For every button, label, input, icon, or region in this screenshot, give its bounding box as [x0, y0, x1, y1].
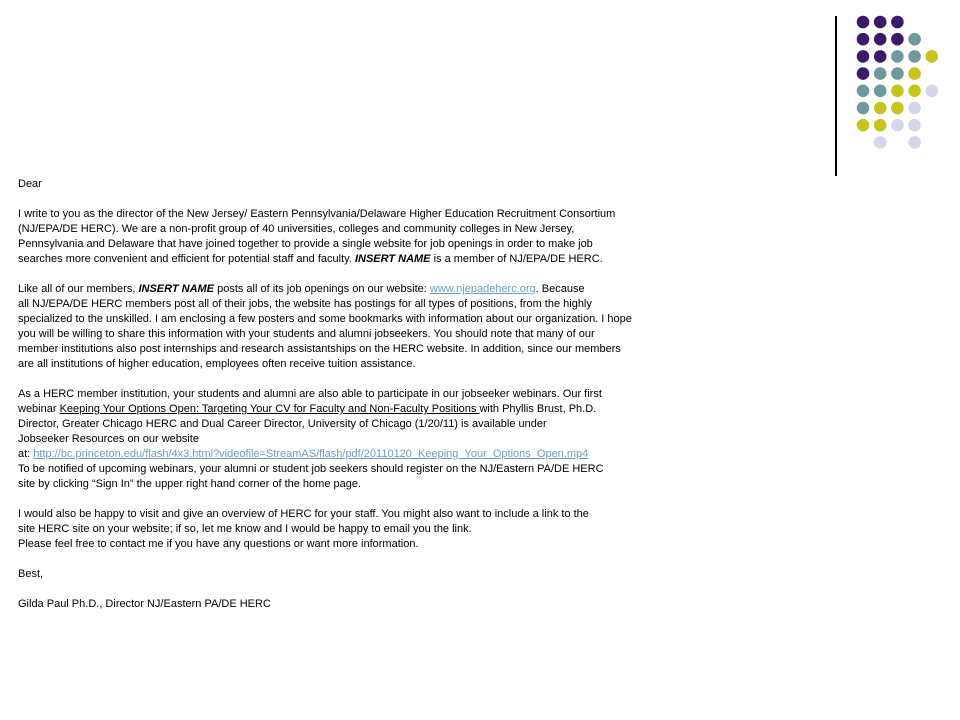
purple-dot	[874, 50, 887, 63]
yellow-dot	[857, 119, 870, 132]
lavender-dot	[908, 119, 921, 132]
teal-dot	[874, 67, 887, 80]
closing: Best,	[18, 568, 44, 580]
teal-dot	[908, 50, 921, 63]
decorative-dot-grid	[0, 0, 960, 180]
text-line: As a HERC member institution, your students and alumni are also able to participate in our jobseeker webinars. Our first	[18, 388, 602, 400]
teal-dot	[908, 33, 921, 46]
lavender-dot	[908, 136, 921, 149]
vertical-divider-line	[835, 16, 837, 176]
purple-dot	[874, 33, 887, 46]
paragraph-intro	[18, 207, 818, 267]
text-line	[18, 447, 818, 462]
text-line	[18, 402, 818, 417]
text-line: member institutions also post internships and research assistantships on the HERC website. In addition, since our members	[18, 343, 621, 355]
text-span: is a member of NJ/EPA/DE HERC.	[430, 253, 603, 265]
text-span: Like all of our members,	[18, 283, 139, 295]
text-span: webinar	[18, 403, 60, 415]
purple-dot	[891, 33, 904, 46]
text-span: posts all of its job openings on our website:	[214, 283, 430, 295]
website-link[interactable]: www.njepadeherc.org	[429, 283, 536, 295]
purple-dot	[891, 16, 904, 29]
blank-line	[18, 492, 818, 507]
paragraph-visit	[18, 507, 818, 552]
letter-body	[18, 177, 818, 612]
paragraph-members	[18, 282, 818, 372]
text-line: To be notified of upcoming webinars, your alumni or student job seekers should register on the NJ/Eastern PA/DE HERC	[18, 463, 604, 475]
text-span: with Phyllis Brust, Ph.D.	[479, 403, 597, 415]
purple-dot	[857, 67, 870, 80]
yellow-dot	[908, 67, 921, 80]
text-line: all NJ/EPA/DE HERC members post all of their jobs, the website has postings for all types of positions, from the highly	[18, 298, 592, 310]
yellow-dot	[908, 85, 921, 98]
text-line: are all institutions of higher education, employees often receive tuition assistance.	[18, 358, 416, 370]
salutation: Dear	[18, 178, 42, 190]
yellow-dot	[891, 85, 904, 98]
text-line: Jobseeker Resources on our website	[18, 433, 199, 445]
text-line: you will be willing to share this information with your students and alumni jobseekers. You should note that many of our	[18, 328, 595, 340]
text-span: . Because	[535, 283, 585, 295]
teal-dot	[891, 50, 904, 63]
text-line: Please feel free to contact me if you have any questions or want more information.	[18, 538, 419, 550]
blank-line	[18, 372, 818, 387]
text-line	[18, 282, 818, 297]
lavender-dot	[874, 136, 887, 149]
purple-dot	[857, 16, 870, 29]
purple-dot	[857, 50, 870, 63]
text-line: Pennsylvania and Delaware that have joined together to provide a single website for job openings in order to make job	[18, 238, 593, 250]
signature: Gilda Paul Ph.D., Director NJ/Eastern PA/DE HERC	[18, 598, 271, 610]
yellow-dot	[874, 119, 887, 132]
lavender-dot	[926, 85, 939, 98]
teal-dot	[857, 102, 870, 115]
blank-line	[18, 582, 818, 597]
text-line: specialized to the unskilled. I am enclosing a few posters and some bookmarks with information about our organization. I hope	[18, 313, 632, 325]
paragraph-webinars	[18, 387, 818, 492]
text-span: searches more convenient and efficient for potential staff and faculty.	[18, 253, 355, 265]
lavender-dot	[908, 102, 921, 115]
text-line: I would also be happy to visit and give an overview of HERC for your staff. You might also want to include a link to the	[18, 508, 589, 520]
insert-name-placeholder: INSERT NAME	[138, 283, 215, 295]
text-line: site by clicking “Sign In” the upper right hand corner of the home page.	[18, 478, 362, 490]
text-line: Director, Greater Chicago HERC and Dual Career Director, University of Chicago (1/20/11) is available under	[18, 418, 547, 430]
blank-line	[18, 192, 818, 207]
teal-dot	[874, 85, 887, 98]
yellow-dot	[926, 50, 939, 63]
insert-name-placeholder: INSERT NAME	[354, 253, 431, 265]
webinar-video-link[interactable]: http://bc.princeton.edu/flash/4x3.html?videofile=StreamAS/flash/pdf/20110120_Keeping_Your_Options_Open.mp4	[33, 448, 589, 460]
teal-dot	[891, 67, 904, 80]
webinar-title: Keeping Your Options Open: Targeting Your CV for Faculty and Non-Faculty Positions	[59, 403, 480, 415]
yellow-dot	[874, 102, 887, 115]
text-line	[18, 252, 818, 267]
purple-dot	[874, 16, 887, 29]
blank-line	[18, 552, 818, 567]
purple-dot	[857, 33, 870, 46]
text-span: at:	[18, 448, 34, 460]
blank-line	[18, 267, 818, 282]
yellow-dot	[891, 102, 904, 115]
text-line: I write to you as the director of the New Jersey/ Eastern Pennsylvania/Delaware Higher Education Recruitment Consortium	[18, 208, 616, 220]
text-line: site HERC site on your website; if so, let me know and I would be happy to email you the link.	[18, 523, 472, 535]
lavender-dot	[891, 119, 904, 132]
text-line: (NJ/EPA/DE HERC). We are a non-profit group of 40 universities, colleges and community colleges in New Jersey,	[18, 223, 575, 235]
teal-dot	[857, 85, 870, 98]
